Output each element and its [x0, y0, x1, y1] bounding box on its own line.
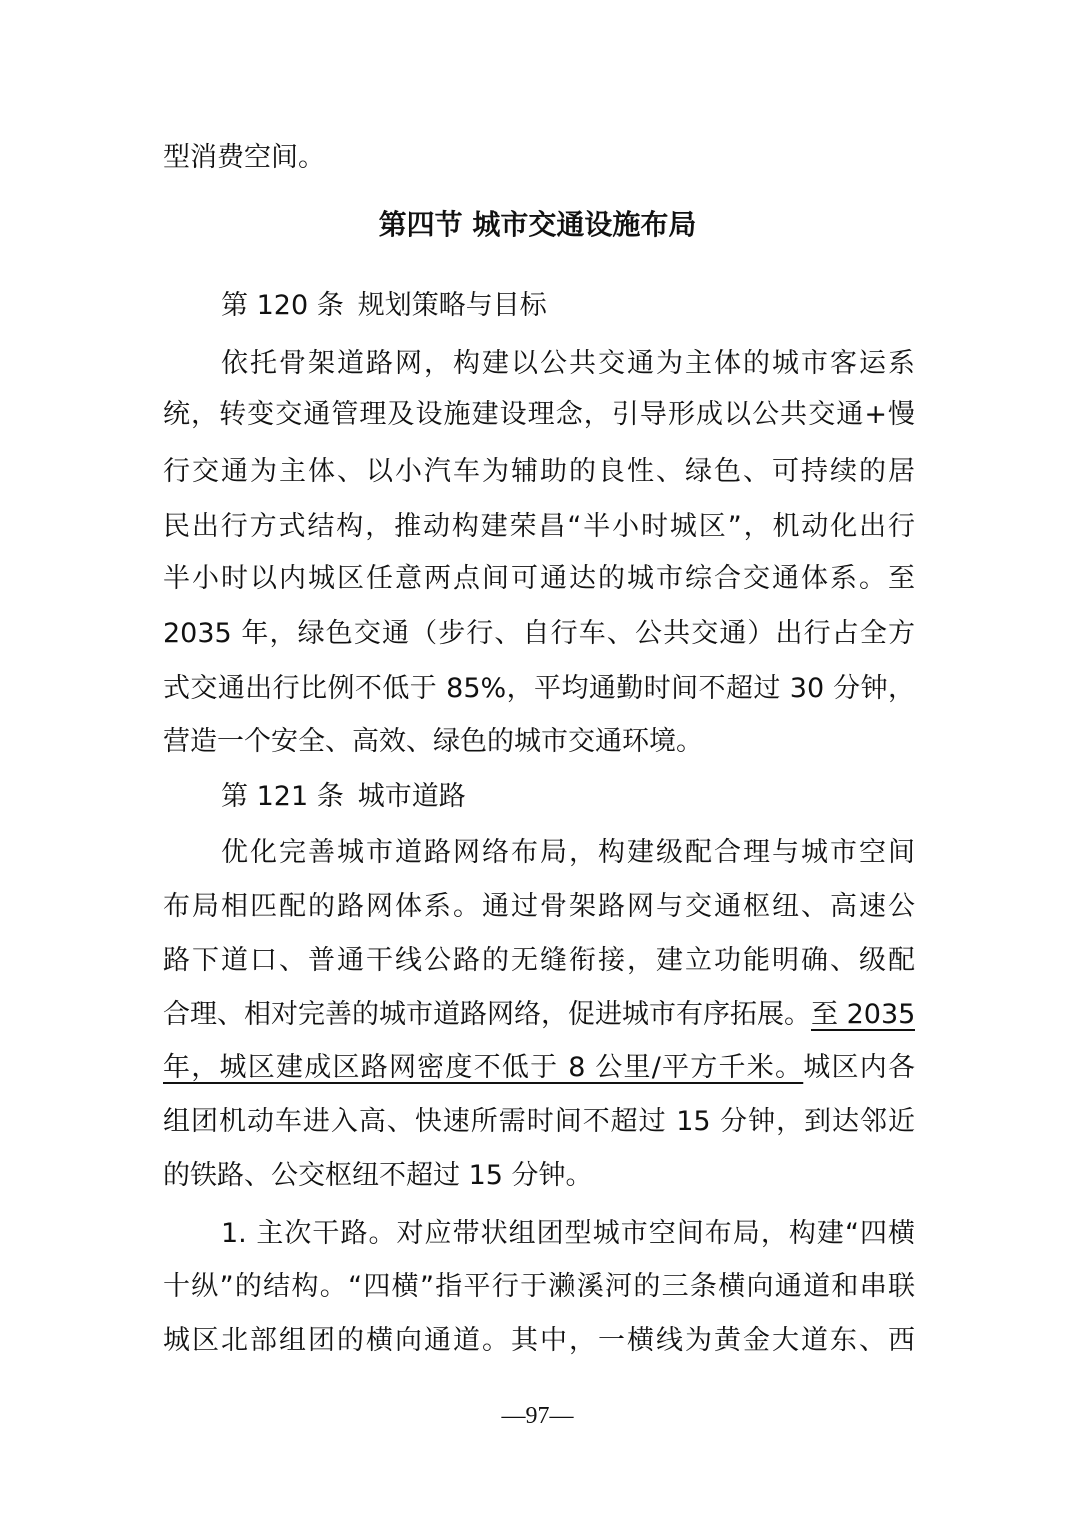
line-text: 城区内各 [803, 1052, 915, 1083]
paragraph-line: 营造一个安全、高效、绿色的城市交通环境。 [163, 726, 703, 757]
page-number: —97— [501, 1403, 574, 1429]
underlined-text: 年，城区建成区路网密度不低于 8 公里/平方千米。 [163, 1052, 804, 1083]
article-title: 规划策略与目标 [357, 290, 547, 321]
paragraph-line: 依托骨架道路网，构建以公共交通为主体的城市客运系 [221, 348, 915, 379]
paragraph-line: 半小时以内城区任意两点间可通达的城市综合交通体系。至 [163, 563, 915, 594]
paragraph-line: 的铁路、公交枢纽不超过 15 分钟。 [163, 1160, 593, 1191]
list-item-line: 十纵”的结构。“四横”指平行于濑溪河的三条横向通道和串联 [163, 1271, 915, 1302]
article-120-heading [221, 277, 547, 335]
paragraph-line: 行交通为主体、以小汽车为辅助的良性、绿色、可持续的居 [163, 456, 915, 487]
underlined-text: 至 2035 [811, 999, 915, 1030]
article-number: 第 120 条 [221, 290, 344, 321]
paragraph-line [163, 1039, 915, 1097]
article-title: 城市道路 [357, 781, 466, 812]
paragraph-line: 统，转变交通管理及设施建设理念，引导形成以公共交通+慢 [163, 399, 915, 430]
paragraph-line: 优化完善城市道路网络布局，构建级配合理与城市空间 [221, 837, 915, 868]
paragraph-line: 2035 年，绿色交通（步行、自行车、公共交通）出行占全方 [163, 618, 915, 649]
line-text: 合理、相对完善的城市道路网络，促进城市有序拓展。 [163, 999, 811, 1030]
article-121-heading [221, 768, 466, 826]
paragraph-line: 布局相匹配的路网体系。通过骨架路网与交通枢纽、高速公 [163, 891, 915, 922]
paragraph-line: 型消费空间。 [163, 142, 325, 173]
paragraph-line [163, 986, 915, 1044]
section-heading: 第四节 城市交通设施布局 [378, 208, 697, 241]
list-item-line: 城区北部组团的横向通道。其中，一横线为黄金大道东、西 [163, 1325, 915, 1356]
paragraph-line: 路下道口、普通干线公路的无缝衔接，建立功能明确、级配 [163, 945, 915, 976]
paragraph-line: 组团机动车进入高、快速所需时间不超过 15 分钟，到达邻近 [163, 1106, 915, 1137]
paragraph-line: 式交通出行比例不低于 85%，平均通勤时间不超过 30 分钟， [163, 673, 915, 704]
list-item-line: 1. 主次干路。对应带状组团型城市空间布局，构建“四横 [221, 1218, 915, 1249]
article-number: 第 121 条 [221, 781, 344, 812]
paragraph-line: 民出行方式结构，推动构建荣昌“半小时城区”，机动化出行 [163, 511, 915, 542]
